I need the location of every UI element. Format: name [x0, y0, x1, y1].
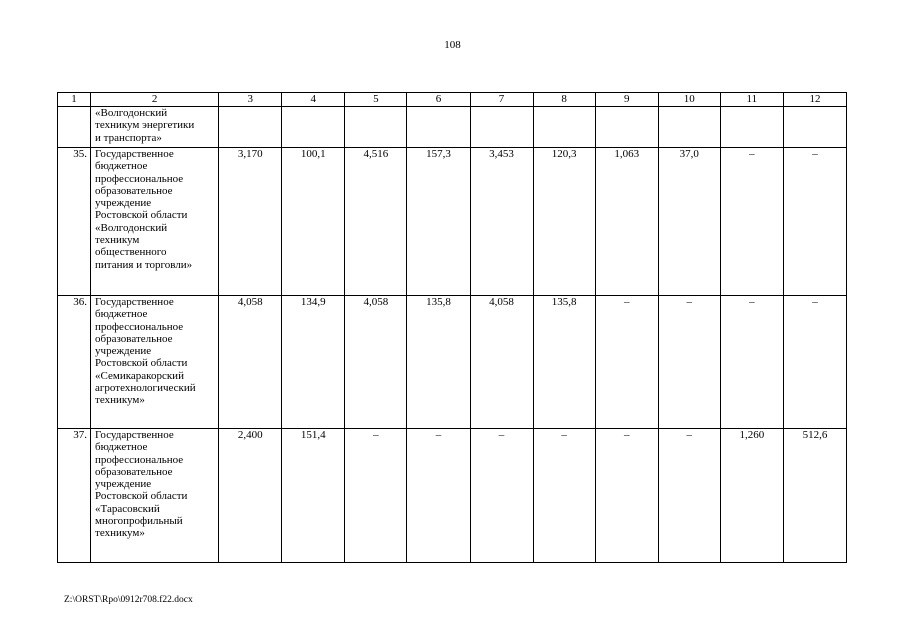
value-cell: 1,260 — [720, 429, 783, 563]
institution-name-line: Государственное — [95, 296, 174, 308]
value-cell: – — [658, 429, 720, 563]
column-header: 1 — [58, 93, 91, 107]
value-cell: 100,1 — [282, 148, 345, 296]
institution-name-line: «Волгодонский — [95, 221, 168, 234]
value-cell: – — [470, 429, 533, 563]
value-cell: 135,8 — [407, 296, 470, 429]
value-cell: – — [783, 296, 846, 429]
value-cell: – — [720, 296, 783, 429]
value-cell: 120,3 — [533, 148, 595, 296]
value-cell — [345, 107, 407, 148]
value-cell: 157,3 — [407, 148, 470, 296]
value-cell: – — [533, 429, 595, 563]
institution-name-line: «Семикаракорский — [95, 369, 184, 382]
institution-name-line: образовательное — [95, 184, 173, 197]
row-number: 37. — [58, 429, 91, 563]
institution-name-line: бюджетное — [95, 441, 148, 454]
institution-name — [91, 148, 219, 296]
value-cell — [219, 107, 282, 148]
institution-name-line: Государственное — [95, 429, 174, 441]
column-header: 10 — [658, 93, 720, 107]
column-header: 3 — [219, 93, 282, 107]
table-row — [58, 296, 847, 429]
value-cell: – — [407, 429, 470, 563]
institution-name-line: Ростовской области — [95, 209, 188, 222]
institution-name-line: многопрофильный — [95, 515, 183, 528]
value-cell: 512,6 — [783, 429, 846, 563]
institution-name-line: техникум» — [95, 394, 145, 407]
value-cell — [533, 107, 595, 148]
institution-name — [91, 429, 219, 563]
data-table — [57, 92, 847, 563]
institution-name-line: и транспорта» — [95, 131, 162, 144]
page-number: 108 — [444, 39, 461, 51]
column-header: 8 — [533, 93, 595, 107]
table-row — [58, 107, 847, 148]
column-header: 2 — [91, 93, 219, 107]
row-number: 36. — [58, 296, 91, 429]
value-cell: 4,058 — [219, 296, 282, 429]
institution-name-line: профессиональное — [95, 453, 184, 466]
value-cell — [407, 107, 470, 148]
table-row — [58, 148, 847, 296]
value-cell — [470, 107, 533, 148]
value-cell: – — [783, 148, 846, 296]
column-header: 9 — [595, 93, 658, 107]
value-cell — [658, 107, 720, 148]
footer-file-path: Z:\ORST\Rpo\0912r708.f22.docx — [64, 595, 193, 605]
value-cell: 4,058 — [470, 296, 533, 429]
column-header: 5 — [345, 93, 407, 107]
value-cell: – — [345, 429, 407, 563]
table-row — [58, 429, 847, 563]
value-cell: 37,0 — [658, 148, 720, 296]
institution-name-line: бюджетное — [95, 160, 148, 173]
institution-name — [91, 296, 219, 429]
institution-name-line: образовательное — [95, 332, 173, 345]
value-cell: 4,058 — [345, 296, 407, 429]
value-cell — [783, 107, 846, 148]
institution-name-line: Ростовской области — [95, 357, 188, 370]
institution-name-line: питания и торговли» — [95, 258, 193, 271]
row-number: 35. — [58, 148, 91, 296]
value-cell — [720, 107, 783, 148]
value-cell: 3,170 — [219, 148, 282, 296]
value-cell: 2,400 — [219, 429, 282, 563]
value-cell: 134,9 — [282, 296, 345, 429]
institution-name-line: профессиональное — [95, 172, 184, 185]
value-cell: – — [595, 296, 658, 429]
institution-name-line: агротехнологический — [95, 382, 196, 395]
value-cell: 135,8 — [533, 296, 595, 429]
institution-name-line: общественного — [95, 246, 167, 259]
value-cell — [282, 107, 345, 148]
value-cell: – — [658, 296, 720, 429]
column-header: 7 — [470, 93, 533, 107]
column-header: 6 — [407, 93, 470, 107]
institution-name-line: «Волгодонский — [95, 107, 168, 119]
table-header-row — [58, 93, 847, 107]
institution-name-line: учреждение — [95, 478, 152, 491]
institution-name-line: образовательное — [95, 465, 173, 478]
column-header: 11 — [720, 93, 783, 107]
institution-name-line: учреждение — [95, 345, 152, 358]
institution-name-line: Государственное — [95, 148, 174, 160]
institution-name-line: техникум — [95, 234, 140, 247]
institution-name-line: Ростовской области — [95, 490, 188, 503]
column-header: 12 — [783, 93, 846, 107]
value-cell: – — [720, 148, 783, 296]
institution-name — [91, 107, 219, 148]
value-cell: – — [595, 429, 658, 563]
column-header: 4 — [282, 93, 345, 107]
row-number — [58, 107, 91, 148]
institution-name-line: техникум энергетики — [95, 119, 195, 132]
value-cell: 4,516 — [345, 148, 407, 296]
institution-name-line: «Тарасовский — [95, 502, 160, 515]
institution-name-line: профессиональное — [95, 320, 184, 333]
institution-name-line: техникум» — [95, 527, 145, 540]
value-cell: 3,453 — [470, 148, 533, 296]
value-cell: 151,4 — [282, 429, 345, 563]
value-cell — [595, 107, 658, 148]
institution-name-line: бюджетное — [95, 308, 148, 321]
value-cell: 1,063 — [595, 148, 658, 296]
institution-name-line: учреждение — [95, 197, 152, 210]
